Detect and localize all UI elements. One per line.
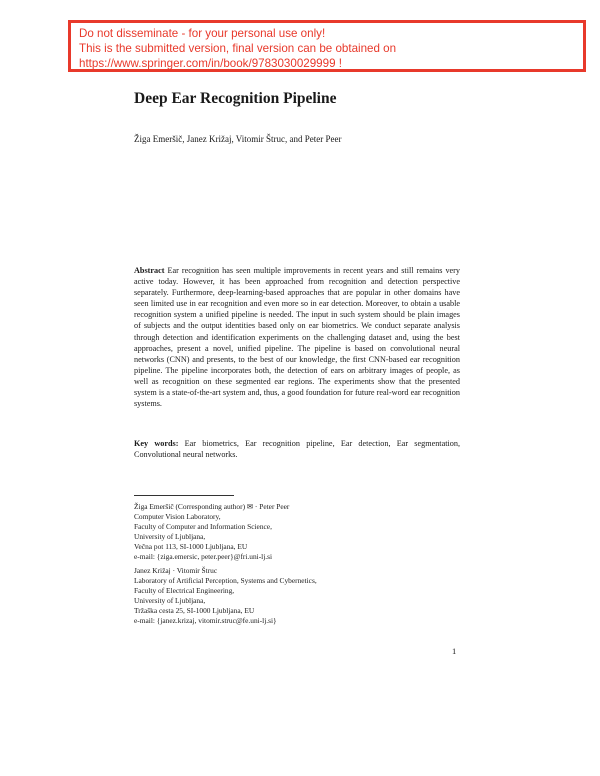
notice-line: This is the submitted version, final version can be obtained on (79, 42, 397, 55)
affiliation-line: Janez Križaj · Vitomir Štruc (134, 566, 218, 575)
paper-title: Deep Ear Recognition Pipeline (134, 90, 337, 107)
notice-link[interactable]: https://www.springer.com/in/book/9783030029999 ! (79, 57, 342, 70)
affiliation-line: Computer Vision Laboratory, (134, 512, 221, 522)
affiliation-line: University of Ljubljana, (134, 596, 206, 606)
affiliation-line: Tržaška cesta 25, SI-1000 Ljubljana, EU (134, 606, 255, 616)
affiliation-line: Faculty of Electrical Engineering, (134, 586, 235, 596)
affiliation-block-1 (134, 502, 474, 563)
abstract (134, 265, 460, 409)
affiliation-line: Laboratory of Artificial Perception, Systems and Cybernetics, (134, 576, 317, 586)
notice-line: Do not disseminate - for your personal use only! (79, 27, 326, 40)
affiliation-line: Žiga Emeršič (Corresponding author) ✉ · Peter Peer (134, 502, 290, 511)
keywords-label: Key words: (134, 439, 179, 448)
page-number: 1 (452, 646, 457, 656)
affiliation-block-2 (134, 566, 474, 627)
paper-authors: Žiga Emeršič, Janez Križaj, Vitomir Štruc, and Peter Peer (134, 134, 342, 144)
affiliation-line: Faculty of Computer and Information Science, (134, 522, 272, 532)
dissemination-notice (68, 20, 586, 72)
abstract-text: Ear recognition has seen multiple improvements in recent years and still remains very active today. However, it has been approached from recognition and detection perspective separately. Furthermore, deep-learning-based approaches that are popular in other domains have seen limited use in ear recognition and even more so in ear detection. Moreover, to obtain a usable recognition system a unified pipeline is needed. The input in such system should be plain images of subjects and the output identities based only on ear biometrics. We conduct separate analysis through detection and identification experiments on the challenging dataset and, using the best approaches, present a novel, unified pipeline. The pipeline is based on convolutional neural networks (CNN) and presents, to the best of our knowledge, the first CNN-based ear recognition pipeline. The pipeline incorporates both, the detection of ears on arbitrary images of people, as well as recognition on these segmented ear regions. The experiments show that the presented system is a state-of-the-art system and, thus, a good foundation for future real-word ear recognition systems. (134, 266, 460, 409)
abstract-label: Abstract (134, 266, 165, 275)
affiliation-email: e-mail: {ziga.emersic, peter.peer}@fri.uni-lj.si (134, 552, 273, 562)
affiliation-line: Večna pot 113, SI-1000 Ljubljana, EU (134, 542, 248, 552)
keywords-text: Ear biometrics, Ear recognition pipeline, Ear detection, Ear segmentation, Convolutional neural networks. (134, 439, 461, 460)
keywords (134, 438, 460, 460)
affiliation-line: University of Ljubljana, (134, 532, 206, 542)
footnote-divider (134, 495, 234, 496)
affiliation-email: e-mail: {janez.krizaj, vitomir.struc@fe.uni-lj.si} (134, 616, 277, 626)
